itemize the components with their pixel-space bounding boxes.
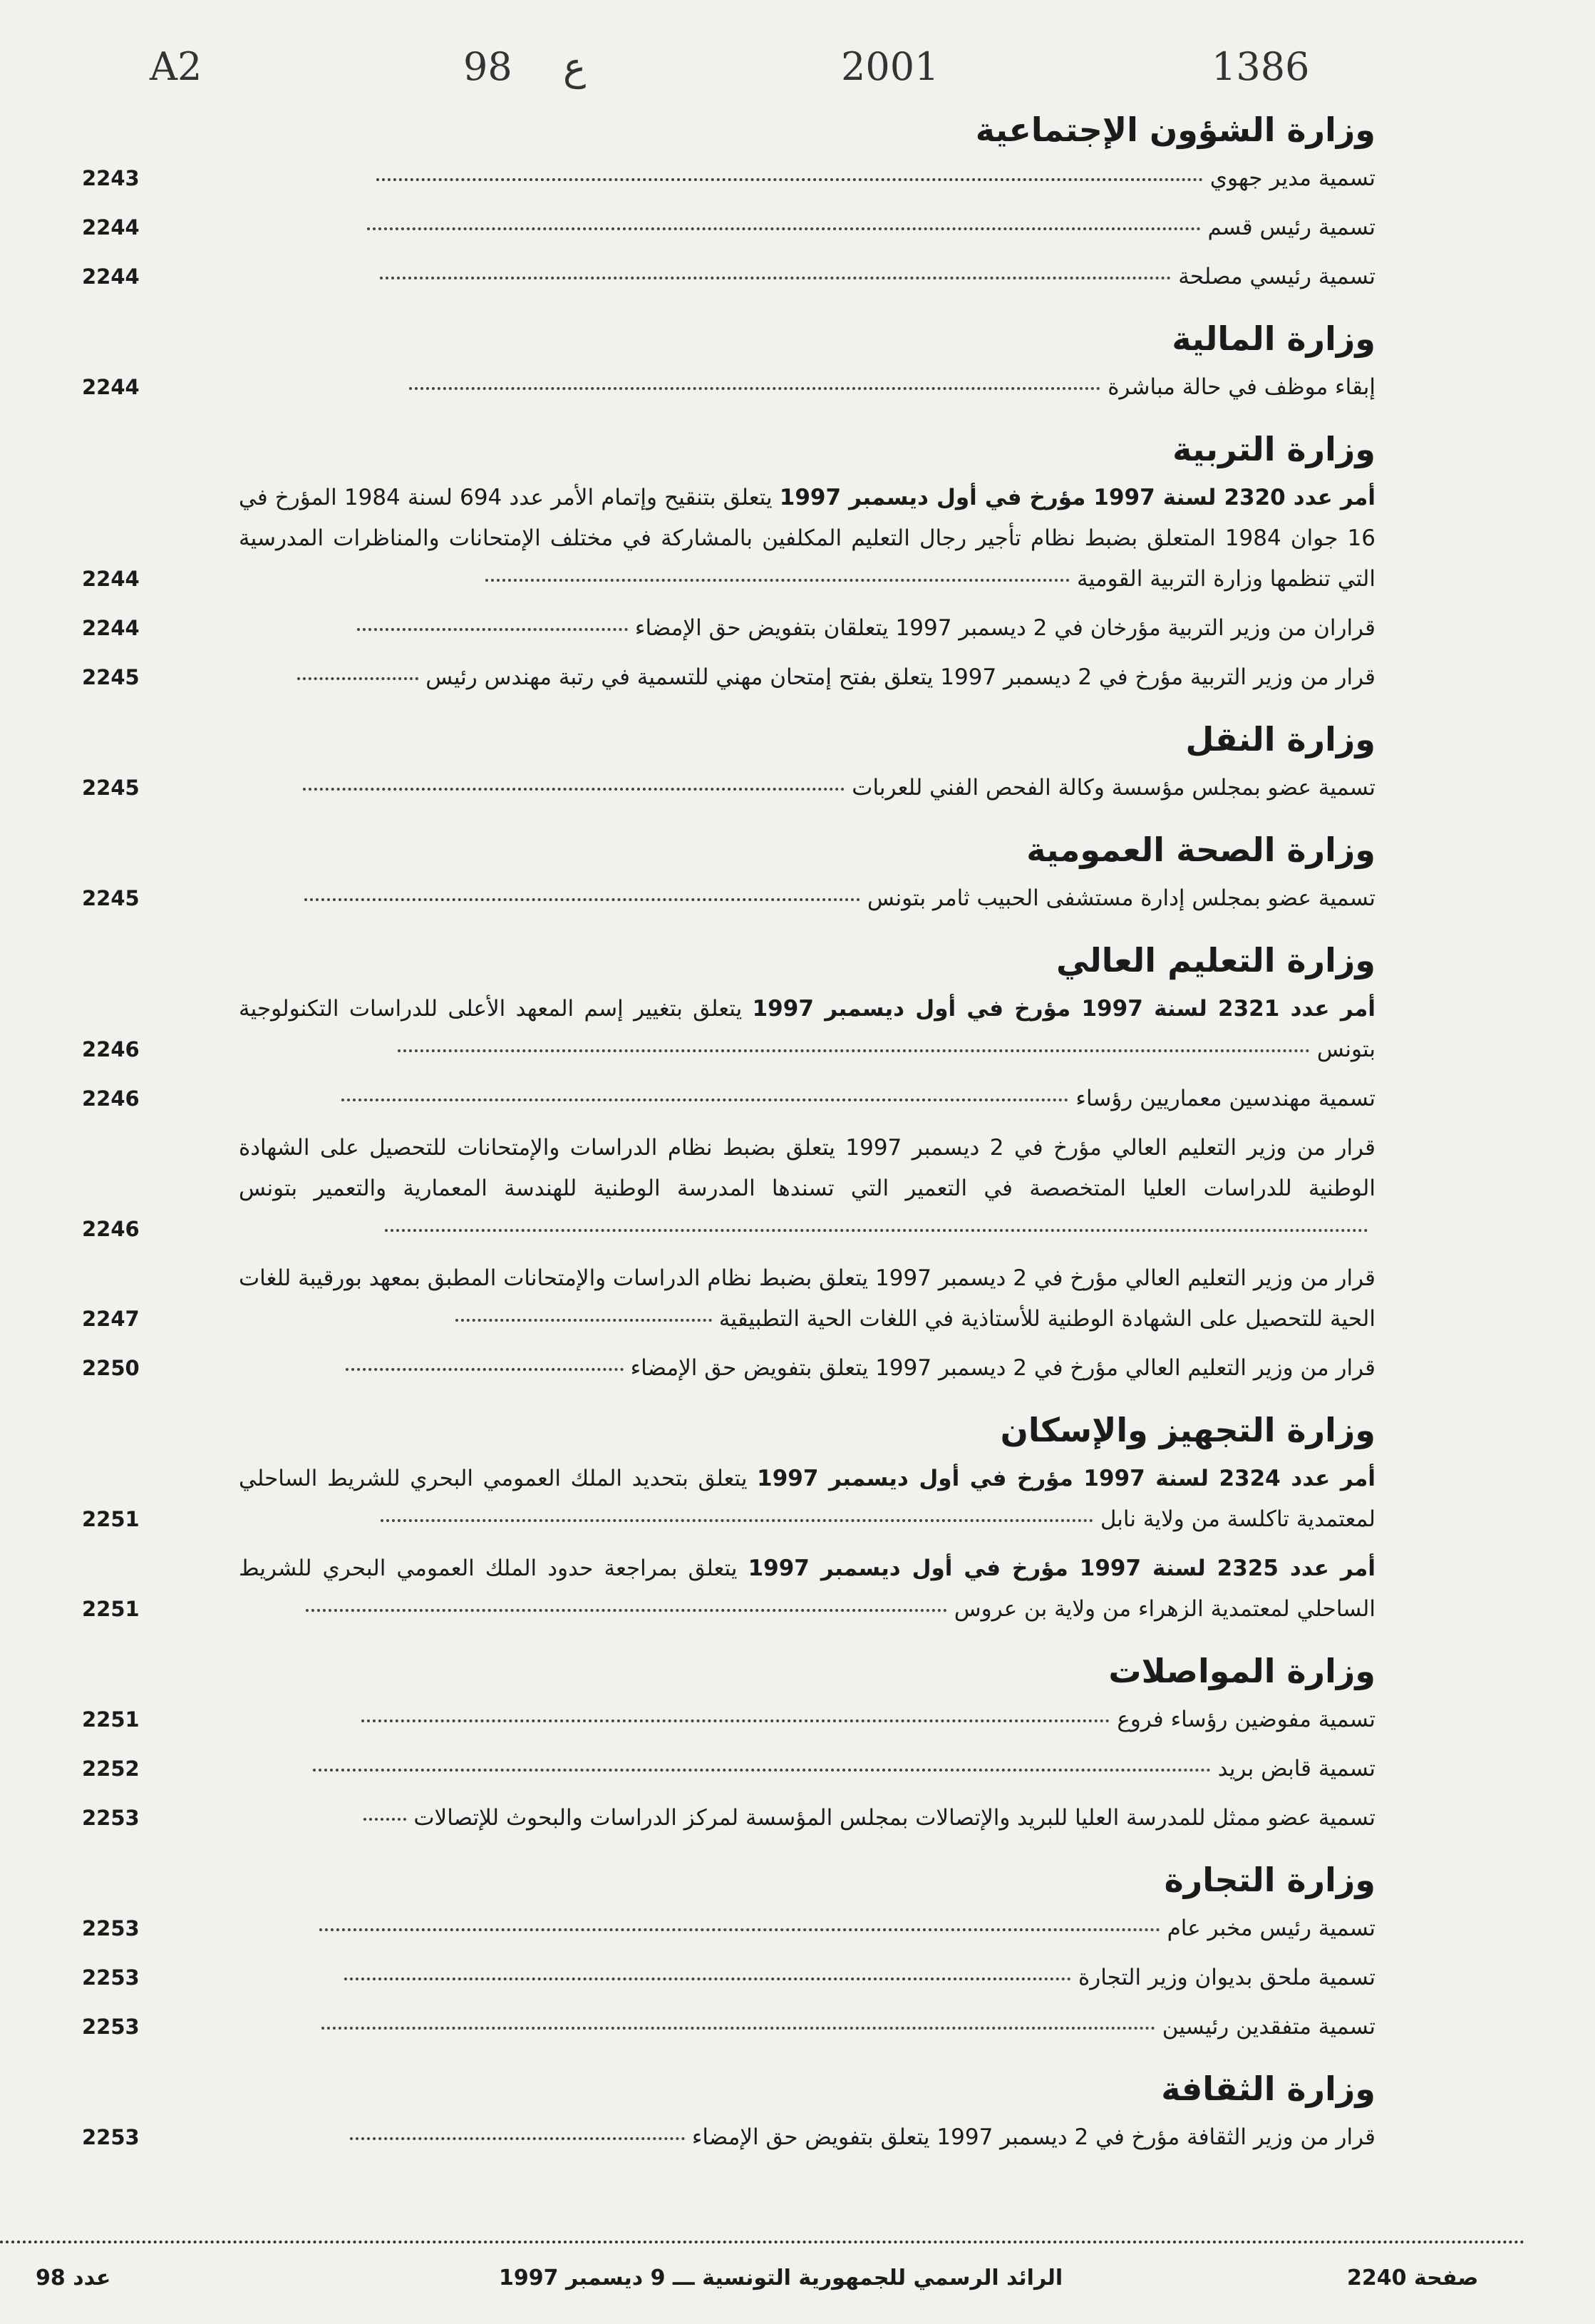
entry-page-number: 2253: [82, 1806, 140, 1830]
toc-entry: [82, 1700, 1375, 1740]
entry-text: [239, 367, 1375, 408]
entry-text: [239, 1079, 1375, 1119]
entry-description: يتعلق بتنقيح وإتمام الأمر عدد 694 لسنة 1984 المؤرخ في 16 جوان 1984 المتعلق بضبط نظام تأجير رجال التعليم المكلفين بالمشاركة في مختلف الإمتحانات والمناظرات المدرسية التي تنظمها وزارة التربية القومية: [239, 485, 1376, 592]
entry-page-number: 2253: [82, 1965, 140, 1990]
dotted-leader: [306, 1609, 947, 1612]
dotted-leader: [409, 387, 1100, 390]
entry-description: قرار من وزير التربية مؤرخ في 2 ديسمبر 1997 يتعلق بفتح إمتحان مهني للتسمية في رتبة مهندس رئيس: [425, 664, 1375, 690]
entry-text: [239, 1958, 1375, 1998]
ministry-section: [82, 1648, 1375, 1839]
dotted-leader: [341, 1099, 1068, 1101]
dotted-leader: [303, 788, 845, 791]
entry-page-number: 2245: [82, 776, 140, 800]
entry-text: [239, 2007, 1375, 2047]
entry-page-number: 2245: [82, 886, 140, 910]
entry-description: قراران من وزير التربية مؤرخان في 2 ديسمبر 1997 يتعلقان بتفويض حق الإمضاء: [634, 615, 1375, 641]
entry-page-number: 2244: [82, 616, 140, 640]
entry-text: [239, 2117, 1375, 2158]
dotted-leader: [313, 1769, 1211, 1772]
toc-entry: [82, 207, 1375, 248]
ministry-section: [82, 1857, 1375, 2047]
entry-description: تسمية مفوضين رؤساء فروع: [1117, 1707, 1375, 1732]
section-title: وزارة الثقافة: [1161, 2070, 1375, 2108]
toc-entry: [82, 608, 1375, 649]
entry-description: تسمية مهندسين معماريين رؤساء: [1075, 1086, 1375, 1111]
entry-page-number: 2251: [82, 1707, 140, 1732]
toc-entry: [82, 1079, 1375, 1119]
toc-entry: [82, 878, 1375, 919]
entry-description: قرار من وزير التعليم العالي مؤرخ في 2 ديسمبر 1997 يتعلق بضبط نظام الدراسات والإمتحانات المطبق بمعهد بورقيبة للغات الحية للتحصيل على الشهادة الوطنية للأستاذية في اللغات الحية التطبيقية: [239, 1265, 1376, 1332]
footer-issue: عدد 98: [36, 2266, 111, 2290]
toc-entry: [82, 1958, 1375, 1998]
dotted-leader: [357, 628, 628, 631]
entry-text: [239, 608, 1375, 649]
section-title: وزارة الصحة العمومية: [1026, 831, 1375, 869]
entry-decree-ref: أمر عدد 2321 لسنة 1997 مؤرخ في أول ديسمبر 1997: [752, 996, 1375, 1022]
toc-entry: [82, 657, 1375, 698]
toc-entry: [82, 1908, 1375, 1949]
entry-text: [239, 158, 1375, 199]
toc-entry: [82, 257, 1375, 297]
dotted-leader: [455, 1319, 712, 1322]
entry-description: تسمية رئيسي مصلحة: [1178, 264, 1375, 289]
entry-text: [239, 1700, 1375, 1740]
entry-page-number: 2253: [82, 2015, 140, 2039]
entry-page-number: 2246: [82, 1037, 140, 1061]
entry-description: يتعلق بتغيير إسم المعهد الأعلى للدراسات التكنولوجية بتونس: [239, 996, 1375, 1062]
section-title: وزارة التعليم العالي: [1055, 941, 1375, 980]
entry-description: إبقاء موظف في حالة مباشرة: [1108, 374, 1375, 400]
section-title: وزارة التربية: [1172, 430, 1375, 468]
entry-text: [239, 1459, 1375, 1540]
entry-text: [239, 768, 1375, 808]
toc-entry: [82, 2007, 1375, 2047]
section-title: وزارة التجهيز والإسكان: [1000, 1411, 1375, 1449]
handwritten-issue-mark: 98: [463, 44, 512, 89]
entry-text: [239, 878, 1375, 919]
dotted-leader: [319, 1928, 1160, 1931]
entry-description: تسمية مدير جهوي: [1209, 165, 1375, 191]
footer-publication: الرائد الرسمي للجمهورية التونسية ـــ 9 ديسمبر 1997: [499, 2266, 1063, 2290]
toc-entry: [82, 2117, 1375, 2158]
entry-page-number: 2246: [82, 1217, 140, 1241]
entry-page-number: 2251: [82, 1507, 140, 1531]
dotted-leader: [381, 1519, 1093, 1522]
entry-page-number: 2253: [82, 2125, 140, 2149]
ministry-section: [82, 827, 1375, 919]
entry-text: [239, 1128, 1375, 1250]
ministry-section: [82, 426, 1375, 698]
handwritten-letter: ع: [563, 44, 587, 89]
toc-entry: [82, 989, 1375, 1070]
section-title: وزارة التجارة: [1164, 1861, 1375, 1899]
ministry-section: [82, 316, 1375, 408]
toc-entry: [82, 768, 1375, 808]
dotted-leader: [346, 1368, 624, 1371]
dotted-leader: [361, 1719, 1110, 1722]
dotted-leader: [385, 1229, 1368, 1232]
entry-description: تسمية متفقدين رئيسين: [1162, 2014, 1375, 2040]
entry-text: [239, 989, 1375, 1070]
section-title: وزارة المالية: [1172, 319, 1375, 358]
toc-entry: [82, 1459, 1375, 1540]
dotted-leader: [376, 178, 1203, 181]
dotted-leader: [297, 677, 418, 680]
toc-entry: [82, 367, 1375, 408]
entry-page-number: 2244: [82, 264, 140, 289]
dotted-leader: [398, 1049, 1310, 1052]
ministry-section: [82, 2066, 1375, 2158]
entry-page-number: 2247: [82, 1307, 140, 1331]
handwritten-note-a2: A2: [150, 44, 202, 89]
entry-page-number: 2253: [82, 1916, 140, 1940]
dotted-leader: [304, 898, 860, 901]
entry-decree-ref: أمر عدد 2325 لسنة 1997 مؤرخ في أول ديسمبر 1997: [748, 1556, 1375, 1581]
entry-page-number: 2252: [82, 1757, 140, 1781]
entry-description: تسمية ملحق بديوان وزير التجارة: [1078, 1965, 1375, 1990]
toc-entry: [82, 1749, 1375, 1789]
entry-page-number: 2251: [82, 1597, 140, 1621]
entry-text: [239, 1749, 1375, 1789]
entry-page-number: 2244: [82, 375, 140, 399]
entry-description: تسمية رئيس مخبر عام: [1167, 1916, 1375, 1941]
entry-description: تسمية عضو ممثل للمدرسة العليا للبريد والإتصالات بمجلس المؤسسة لمركز الدراسات والبحوث للإتصالات: [413, 1805, 1375, 1831]
entry-text: [239, 1348, 1375, 1389]
entry-description: تسمية عضو بمجلس مؤسسة وكالة الفحص الفني للعربات: [852, 775, 1375, 801]
entry-description: قرار من وزير الثقافة مؤرخ في 2 ديسمبر 1997 يتعلق بتفويض حق الإمضاء: [691, 2124, 1375, 2150]
dotted-leader: [485, 579, 1070, 582]
entry-text: [239, 257, 1375, 297]
entry-text: [239, 1908, 1375, 1949]
entry-page-number: 2245: [82, 665, 140, 689]
toc-entry: [82, 478, 1375, 600]
toc-entry: [82, 1258, 1375, 1340]
toc-entry: [82, 1348, 1375, 1389]
entry-text: [239, 1548, 1375, 1630]
footer-page-label: صفحة 2240: [1347, 2266, 1479, 2290]
entry-page-number: 2243: [82, 166, 140, 190]
entry-decree-ref: أمر عدد 2320 لسنة 1997 مؤرخ في أول ديسمبر 1997: [779, 485, 1375, 510]
toc-entry: [82, 1798, 1375, 1839]
ministry-section: [82, 937, 1375, 1389]
entry-page-number: 2250: [82, 1356, 140, 1380]
entry-text: [239, 1258, 1375, 1340]
toc-entry: [82, 158, 1375, 199]
dotted-leader: [344, 1978, 1071, 1980]
ministry-section: [82, 716, 1375, 808]
dotted-leader: [321, 2027, 1155, 2030]
entry-page-number: 2244: [82, 567, 140, 591]
footer-divider: [0, 2241, 1525, 2243]
section-title: وزارة المواصلات: [1108, 1652, 1375, 1690]
ministry-section: [82, 107, 1375, 297]
entry-description: قرار من وزير التعليم العالي مؤرخ في 2 ديسمبر 1997 يتعلق بضبط نظام الدراسات والإمتحانات للتحصيل على الشهادة الوطنية للدراسات العليا المتخصصة في التعمير التي تسندها المدرسة الوطنية للهندسة المعمارية والتعمير بتونس: [239, 1135, 1375, 1201]
entry-page-number: 2246: [82, 1086, 140, 1111]
entry-text: [239, 478, 1375, 600]
dotted-leader: [380, 277, 1171, 279]
section-title: وزارة الشؤون الإجتماعية: [975, 110, 1375, 149]
entry-page-number: 2244: [82, 215, 140, 240]
dotted-leader: [350, 2137, 685, 2140]
ministry-section: [82, 1407, 1375, 1630]
dotted-leader: [363, 1818, 406, 1821]
entry-description: يتعلق بمراجعة حدود الملك العمومي البحري للشريط الساحلي لمعتمدية الزهراء من ولاية بن عروس: [239, 1556, 1375, 1622]
section-title: وزارة النقل: [1185, 720, 1375, 759]
dotted-leader: [367, 227, 1201, 230]
table-of-contents: [82, 107, 1375, 2176]
entry-text: [239, 657, 1375, 698]
entry-description: تسمية رئيس قسم: [1207, 215, 1375, 240]
handwritten-year-mark: 2001: [841, 44, 939, 89]
handwritten-stamp-number: 1386: [1212, 44, 1310, 89]
entry-description: تسمية قابض بريد: [1217, 1756, 1375, 1781]
toc-entry: [82, 1128, 1375, 1250]
entry-description: قرار من وزير التعليم العالي مؤرخ في 2 ديسمبر 1997 يتعلق بتفويض حق الإمضاء: [630, 1355, 1375, 1381]
entry-description: تسمية عضو بمجلس إدارة مستشفى الحبيب ثامر بتونس: [867, 885, 1375, 911]
entry-decree-ref: أمر عدد 2324 لسنة 1997 مؤرخ في أول ديسمبر 1997: [757, 1466, 1375, 1491]
toc-entry: [82, 1548, 1375, 1630]
entry-text: [239, 1798, 1375, 1839]
entry-text: [239, 207, 1375, 248]
entry-description: يتعلق بتحديد الملك العمومي البحري للشريط الساحلي لمعتمدية تاكلسة من ولاية نابل: [239, 1466, 1375, 1532]
